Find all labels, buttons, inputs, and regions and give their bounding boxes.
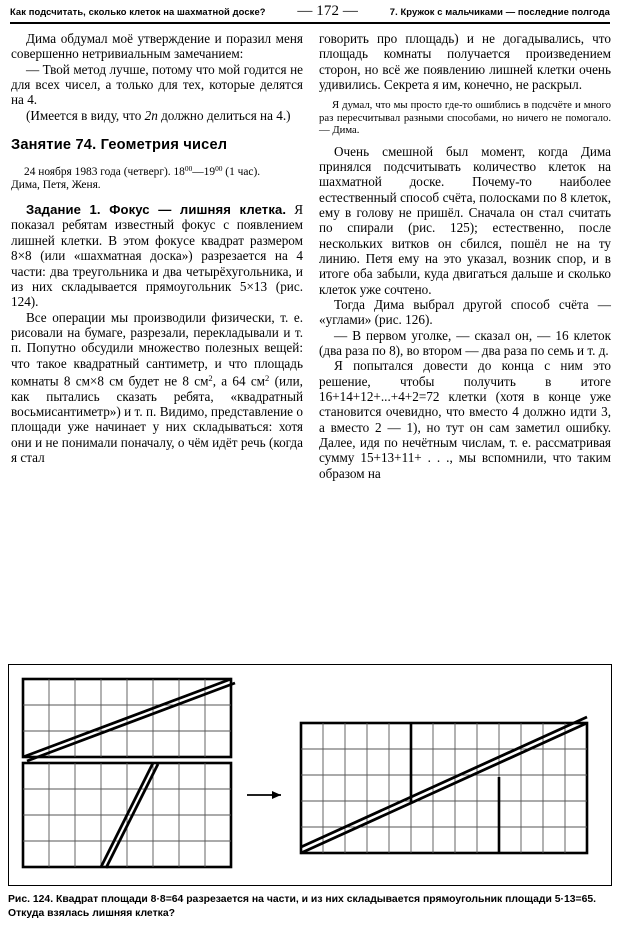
text-run: (рис. 124). — [11, 278, 303, 310]
running-head-left: Как подсчитать, сколько клеток на шахматной доске? — [10, 6, 266, 17]
text-run: (или, как пытались сказать ребята, «квадратный восьмисантиметр») и т. п. Видимо, представление о площади уже начинает у них складываться: хотя они и не понимали поначалу, о чём идёт речь (когда я стал — [11, 373, 303, 465]
figure-ref-126: 126 — [405, 312, 425, 328]
math-8b: 8 — [389, 343, 396, 359]
running-head-right: 7. Кружок с мальчиками — последние полгода — [389, 6, 610, 17]
figure-frame — [8, 664, 612, 886]
text-run: ), но тут он сам заметил ошибку. Далее, идя по нечётным числам, т. е. рассматривая сумму — [319, 419, 612, 466]
figure-caption — [8, 893, 612, 920]
text-run: — В первом уголке, — сказал он, — — [334, 327, 556, 343]
running-head — [8, 0, 612, 22]
text-run: —19 — [192, 166, 216, 179]
figure-124 — [8, 664, 612, 920]
text-run: , а вместо — [319, 404, 612, 435]
text-run: Тогда Дима выбрал другой способ счёта — «углами» (рис. — [319, 297, 611, 328]
math-8x8: 8×8 — [11, 248, 32, 264]
math-2n: 2n — [144, 107, 158, 123]
paragraph-r1: говорить про площадь) и не догадывались, что площадь комнаты получается произведением сторон, но всё же появлению лишней клетки очень удивились. Секрета я им, конечно, не раскрыл. — [319, 31, 611, 93]
superscript-square: 2 — [208, 372, 213, 383]
caption-line-2: площади 5·13=65. Откуда взялась лишняя клетка? — [8, 894, 597, 919]
text-run: ); естественно, после нескольких витков он сбился, пошёл не на ту линию. Петя ему на это указал, возник спор, и в итоге оба забыли, куда двигаться дальше и сколько клеток уже сочтено. — [319, 220, 611, 297]
time-superscript: 00 — [184, 164, 193, 174]
math-5x13: 5×13 — [239, 278, 268, 294]
paragraph-r5 — [319, 358, 611, 481]
math-sum-odd: 15+13+11+ . . . — [360, 450, 450, 466]
text-run: ). — [424, 312, 433, 328]
text-run: Я попытался довести до конца с ним это решение, чтобы получить в итоге — [319, 358, 611, 389]
text-run: (1 час). — [222, 166, 261, 179]
assembled-rectangle — [301, 717, 587, 853]
text-run: 24 ноября 1983 года (четверг). 18 — [24, 166, 185, 179]
paragraph-l5 — [11, 310, 303, 466]
time-superscript: 00 — [215, 164, 223, 174]
right-arrow-icon — [247, 791, 281, 799]
paragraph-l2: — Твой метод лучше, потому что мой годится не для всех чисел, а только для тех, которые делятся на 4. — [11, 61, 303, 108]
superscript-square: 2 — [265, 372, 270, 383]
text-run: клеток (два раза по — [319, 327, 611, 359]
text-run: (Имеется в виду, что — [26, 107, 145, 123]
page-number: — 172 — — [297, 3, 359, 19]
text-run: должно идти — [518, 404, 602, 420]
text-run: Все операции мы производили физически, т. е. рисовали на бумаге, разрезали, перекладывали и т. п. Попутно обсудили множество полезных вещей: что такое квадратный сантиметр, и что площадь комнаты — [11, 309, 303, 389]
text-run: , а — [212, 373, 233, 389]
math-64cm: 64 см — [232, 373, 266, 389]
paragraph-l3 — [11, 108, 303, 123]
attendees: Дима, Петя, Женя. — [11, 179, 101, 192]
diary-note: Я думал, что мы просто где-то ошиблись в подсчёте и много раз пересчитывал разными способами, но ничего не помогало. — Дима. — [319, 99, 611, 137]
math-2-1: 2 — 1 — [375, 419, 414, 435]
session-datetime — [11, 162, 303, 192]
paragraph-l1: Дима обдумал моё утверждение и поразил меня совершенно нетривиальным замечанием: — [11, 31, 303, 62]
left-column — [11, 31, 303, 481]
paragraph-r3 — [319, 297, 611, 328]
text-run: Я показал ребятам известный фокус с появлением лишней клетки. В этом фокусе квадрат размером — [11, 202, 303, 248]
math-room-area: 8 см×8 см — [63, 373, 124, 389]
math-sum-even: 16+14+12+...+4+2=72 — [319, 389, 440, 405]
math-4: 4 — [512, 404, 519, 420]
caption-line-1: Рис. 124. Квадрат площади 8·8=64 разрезается на части, и из них складывается прямоугольник — [8, 894, 503, 905]
header-rule — [10, 22, 610, 24]
text-run: будет не — [123, 373, 183, 389]
dissection-left-square — [23, 679, 235, 868]
task-lead-label: Задание 1. Фокус — лишняя клетка. — [26, 202, 287, 218]
paragraph-r2 — [319, 144, 611, 297]
math-3: 3 — [601, 404, 608, 420]
math-8cm: 8 см — [182, 373, 209, 389]
math-8: 8 — [560, 189, 567, 205]
body-columns — [8, 31, 612, 481]
figure-ref-125: 125 — [449, 220, 470, 236]
text-run: клетки (хотя в конце уже становится очевидно, что вместо — [319, 389, 611, 420]
text-run: Очень смешной был момент, когда Дима принялся подсчитывать количество клеток на шахматной доске. Почему-то наиболее естественный способ счёта, полосками по — [319, 143, 611, 205]
text-run: ), во втором — два раза по семь и т. д. — [395, 343, 609, 359]
grid-bottom-piece — [23, 763, 231, 868]
right-column — [319, 31, 611, 481]
text-run: (или «шахматная доска») разрезается на 4 части: два треугольника и два четырёхугольника, и из них складывается прямоугольник — [11, 248, 303, 294]
text-run: клеток, ему в голову не пришёл. Сначала он стал считать по спирали (рис. — [319, 189, 612, 236]
text-run: должно делиться на 4.) — [157, 107, 291, 123]
paragraph-task-1 — [11, 202, 303, 309]
grid-top-piece — [23, 679, 235, 761]
text-run: , мы вспомнили, что таким образом на — [319, 450, 611, 481]
paragraph-r4 — [319, 328, 611, 359]
math-16: 16 — [555, 327, 569, 343]
session-heading: Занятие 74. Геометрия чисел — [11, 137, 228, 154]
figure-124-drawing — [9, 665, 609, 883]
